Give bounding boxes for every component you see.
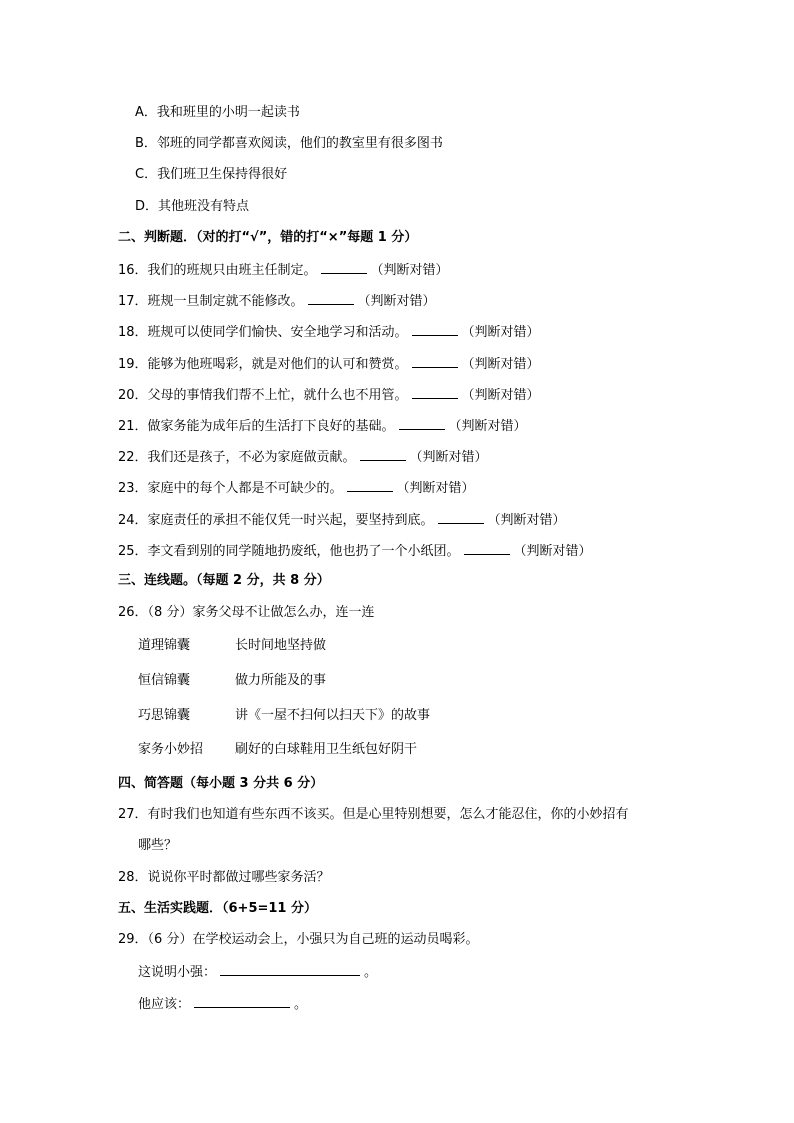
tf-question-17: 17．班规一旦制定就不能修改。 （判断对错） xyxy=(118,291,436,309)
tf-question-21: 21．做家务能为成年后的生活打下良好的基础。 （判断对错） xyxy=(118,416,527,434)
answer-blank[interactable] xyxy=(464,541,510,555)
answer-blank[interactable] xyxy=(220,962,360,976)
tf-question-25: 25．李文看到别的同学随地扔废纸，他也扔了一个小纸团。 （判断对错） xyxy=(118,541,592,559)
option-d: D．其他班没有特点 xyxy=(135,199,250,214)
tf-question-18: 18．班规可以使同学们愉快、安全地学习和活动。 （判断对错） xyxy=(118,322,540,340)
matching-pair: 家务小妙招 刷好的白球鞋用卫生纸包好阴干 xyxy=(138,742,418,757)
answer-blank[interactable] xyxy=(412,354,458,368)
short-answer-question-27-cont: 哪些？ xyxy=(138,838,178,853)
tf-question-23: 23．家庭中的每个人都是不可缺少的。 （判断对错） xyxy=(118,478,475,496)
answer-blank[interactable] xyxy=(194,994,290,1008)
section-heading-matching: 三、连线题。（每题 2 分，共 8 分） xyxy=(118,573,330,588)
matching-question-26: 26．（8 分）家务父母不让做怎么办，连一连 xyxy=(118,605,375,620)
tf-question-24: 24．家庭责任的承担不能仅凭一时兴起，要坚持到底。 （判断对错） xyxy=(118,510,566,528)
section-heading-practice: 五、生活实践题．（6+5=11 分） xyxy=(118,901,317,916)
answer-blank[interactable] xyxy=(347,478,393,492)
tf-question-22: 22．我们还是孩子，不必为家庭做贡献。 （判断对错） xyxy=(118,447,488,465)
short-answer-question-28: 28．说说你平时都做过哪些家务活？ xyxy=(118,870,330,885)
answer-blank[interactable] xyxy=(412,322,458,336)
answer-blank[interactable] xyxy=(321,260,367,274)
answer-blank[interactable] xyxy=(360,447,406,461)
option-b: B．邻班的同学都喜欢阅读，他们的教室里有很多图书 xyxy=(135,136,443,151)
tf-question-20: 20．父母的事情我们帮不上忙，就什么也不用管。 （判断对错） xyxy=(118,385,540,403)
practice-question-29: 29．（6 分）在学校运动会上，小强只为自己班的运动员喝彩。 xyxy=(118,932,479,947)
option-a: A．我和班里的小明一起读书 xyxy=(135,105,300,120)
fill-line-2: 他应该： 。 xyxy=(138,994,307,1012)
short-answer-question-27: 27．有时我们也知道有些东西不该买。但是心里特别想要，怎么才能忍住，你的小妙招有 xyxy=(118,807,629,822)
answer-blank[interactable] xyxy=(412,385,458,399)
matching-pair: 巧思锦囊 讲《一屋不扫何以扫天下》的故事 xyxy=(138,708,431,723)
section-heading-short-answer: 四、简答题（每小题 3 分共 6 分） xyxy=(118,776,324,791)
fill-line-1: 这说明小强： 。 xyxy=(138,962,377,980)
answer-blank[interactable] xyxy=(399,416,445,430)
answer-blank[interactable] xyxy=(438,510,484,524)
tf-question-19: 19．能够为他班喝彩，就是对他们的认可和赞赏。 （判断对错） xyxy=(118,354,540,372)
tf-question-16: 16．我们的班规只由班主任制定。 （判断对错） xyxy=(118,260,449,278)
answer-blank[interactable] xyxy=(308,291,354,305)
matching-pair: 道理锦囊 长时间地坚持做 xyxy=(138,638,327,653)
section-heading-true-false: 二、判断题．（对的打“√”，错的打“×”每题 1 分） xyxy=(118,230,418,245)
option-c: C．我们班卫生保持得很好 xyxy=(135,167,288,182)
matching-pair: 恒信锦囊 做力所能及的事 xyxy=(138,673,327,688)
